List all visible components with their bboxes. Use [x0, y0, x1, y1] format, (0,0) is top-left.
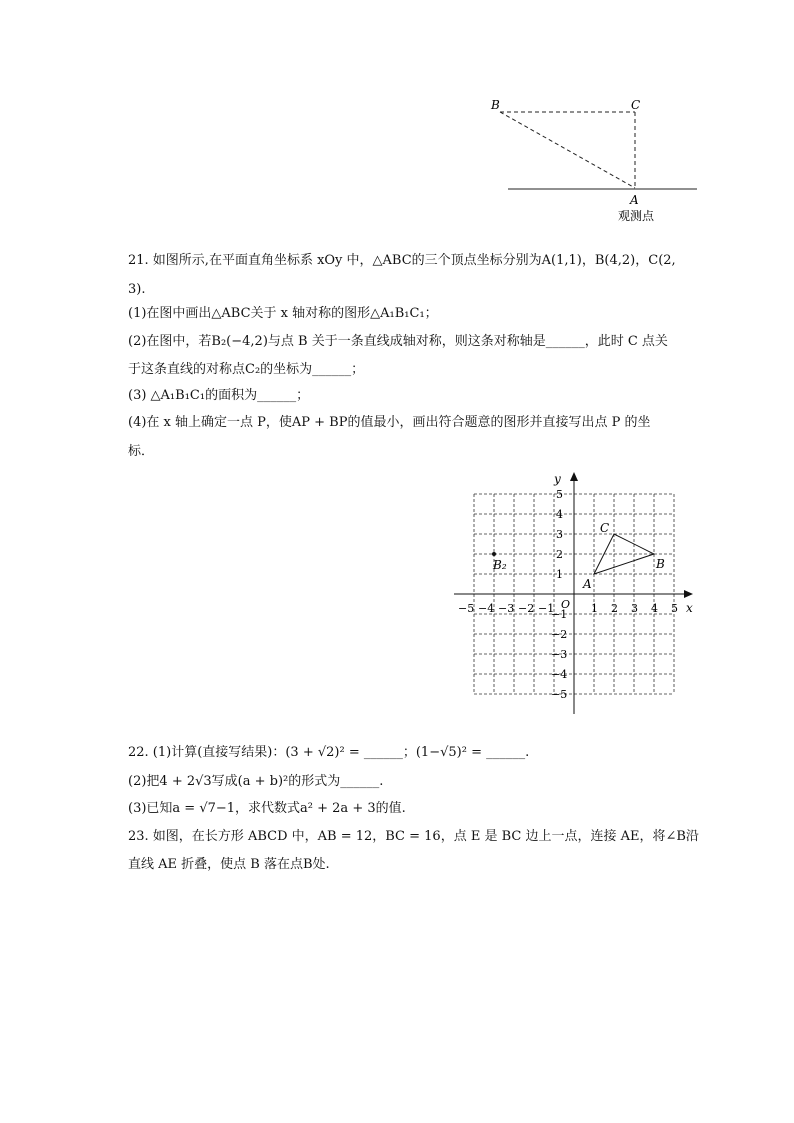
point-b2: [492, 552, 496, 556]
x-tick-label: −2: [518, 602, 535, 615]
point-b2-label: B₂: [493, 558, 507, 572]
label-b: B: [491, 98, 500, 112]
coordinate-grid-figure: [450, 468, 700, 718]
point-b-label: B: [656, 557, 665, 571]
x-tick-label: −3: [498, 602, 515, 615]
observation-figure: [480, 90, 710, 230]
label-a: A: [630, 193, 639, 207]
q22-part2: (2)把4 + 2√3写成(a + b)²的形式为______.: [128, 774, 384, 789]
y-tick-label: −4: [551, 668, 568, 681]
x-axis-arrow-icon: [684, 590, 693, 598]
q21-line2: 3).: [128, 282, 146, 297]
q21-part4a: (4)在 x 轴上确定一点 P，使AP + BP的值最小，画出符合题意的图形并直接写出点 P 的坐: [128, 415, 651, 430]
caption-observation-point: 观测点: [618, 209, 655, 223]
y-axis-label: y: [554, 472, 561, 486]
y-tick-label: −2: [551, 628, 568, 641]
x-tick-label: 4: [651, 602, 658, 615]
q21-part2a: (2)在图中，若B₂(−4,2)与点 B 关于一条直线成轴对称，则这条对称轴是______，此时 C 点关: [128, 334, 668, 349]
point-a-label: A: [583, 577, 592, 591]
x-tick-label: −5: [458, 602, 475, 615]
y-tick-label: −1: [551, 608, 568, 621]
x-tick-label: 3: [631, 602, 638, 615]
q21-part1: (1)在图中画出△ABC关于 x 轴对称的图形△A₁B₁C₁；: [128, 306, 438, 321]
q21-part3: (3) △A₁B₁C₁的面积为______；: [128, 388, 310, 403]
y-tick-label: −3: [551, 648, 568, 661]
y-tick-label: 2: [556, 548, 563, 561]
q22-part3: (3)已知a = √7−1，求代数式a² + 2a + 3的值.: [128, 801, 406, 816]
q23-line1: 23. 如图，在长方形 ABCD 中，AB = 12，BC = 16，点 E 是 BC 边上一点，连接 AE，将∠B沿: [128, 829, 699, 844]
q21-line1: 21. 如图所示,在平面直角坐标系 xOy 中，△ABC的三个顶点坐标分别为A(1,1)，B(4,2)，C(2,: [128, 253, 676, 268]
y-tick-label: 1: [556, 568, 563, 581]
label-c: C: [631, 98, 641, 112]
point-c-label: C: [600, 521, 610, 535]
y-tick-label: −5: [551, 688, 568, 701]
y-tick-label: 3: [556, 528, 563, 541]
y-tick-label: 4: [556, 508, 563, 521]
x-tick-label: −4: [478, 602, 495, 615]
x-tick-label: −1: [538, 602, 555, 615]
y-axis-arrow-icon: [570, 472, 578, 481]
q22-part1: 22. (1)计算(直接写结果)：(3 + √2)² = ______；(1−√5)² = ______.: [128, 745, 530, 760]
q21-part4b: 标．: [128, 444, 155, 459]
x-tick-label: 1: [591, 602, 598, 615]
q21-part2b: 于这条直线的对称点C₂的坐标为______；: [128, 362, 365, 377]
origin-label: O: [561, 598, 571, 611]
q23-line2: 直线 AE 折叠，使点 B 落在点B处.: [128, 857, 330, 872]
x-tick-label: 2: [611, 602, 618, 615]
x-tick-label: 5: [671, 602, 678, 615]
segment-ba: [500, 112, 635, 188]
x-axis-label: x: [686, 601, 693, 615]
y-tick-label: 5: [556, 488, 563, 501]
